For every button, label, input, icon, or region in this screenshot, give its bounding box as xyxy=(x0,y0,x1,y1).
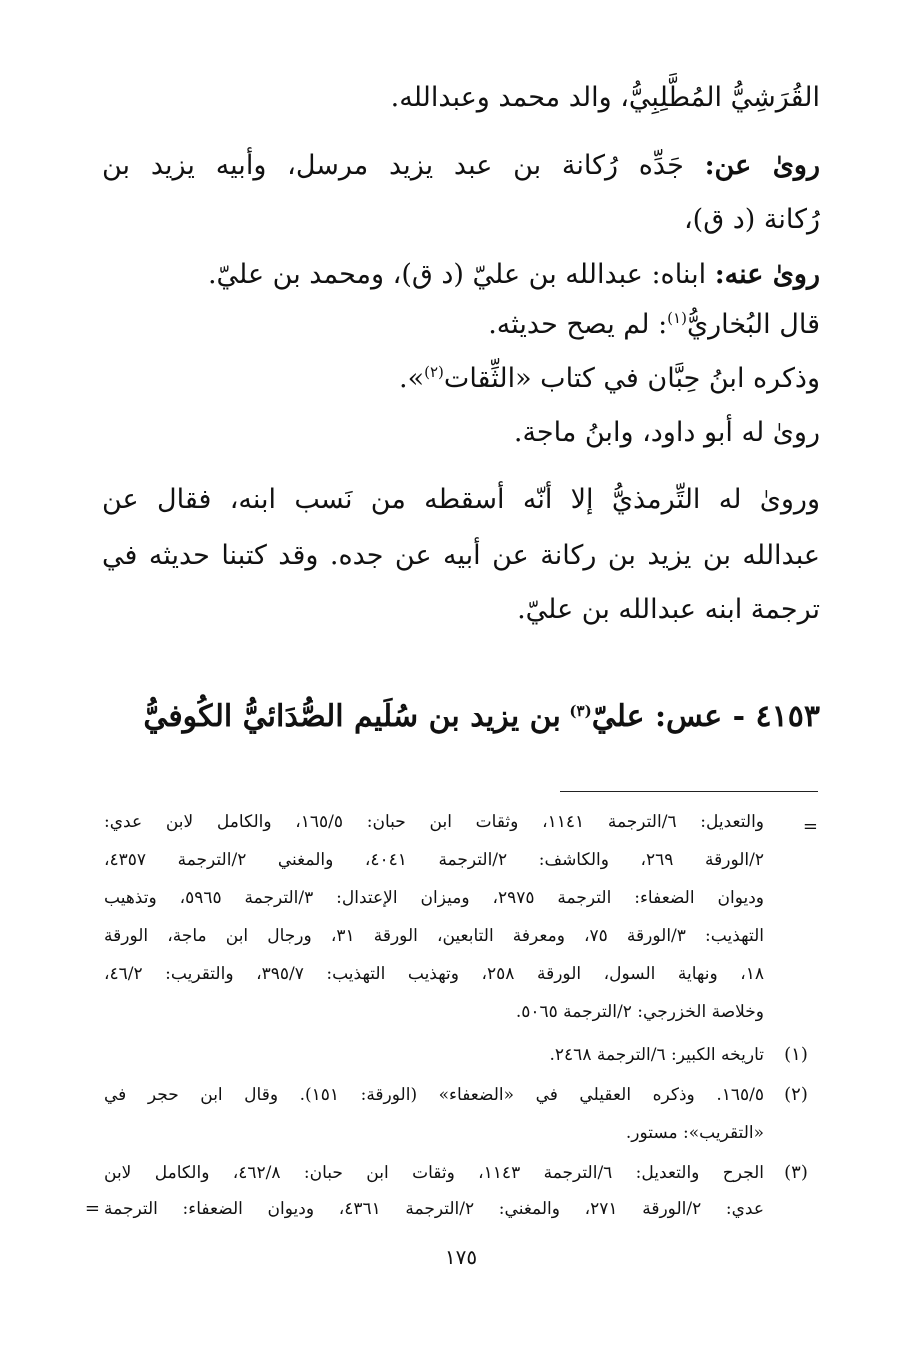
footnote-cont-line-3: وديوان الضعفاء: الترجمة ٢٩٧٥، وميزان الإعتدال: ٣/الترجمة ٥٩٦٥، وتذهيب xyxy=(104,888,764,908)
footnote-ref-3: (٣) xyxy=(569,702,592,720)
continuation-mark: = xyxy=(802,816,818,837)
bukhari-text-a: قال البُخاريُّ xyxy=(686,309,820,340)
footnote-ref-2: (٢) xyxy=(424,363,444,381)
footnote-cont-line-6: وخلاصة الخزرجي: ٢/الترجمة ٥٠٦٥. xyxy=(515,1002,764,1022)
rawa-an-text-2: رُكانة (د ق)، xyxy=(683,204,820,235)
footnote-3-line-1: الجرح والتعديل: ٦/الترجمة ١١٤٣، وثقات ابن حبان: ٤٦٢/٨، والكامل لابن xyxy=(104,1163,764,1183)
footnote-2-line-1: ١٦٥/٥. وذكره العقيلي في «الضعفاء» (الورقة: ١٥١). وقال ابن حجر في xyxy=(104,1085,764,1105)
text-line-tirmidhi-1 xyxy=(102,480,820,520)
tirmidhi-text-1: وروىٰ له التِّرمذيُّ إلا أنّه أسقطه من نَسب ابنه، فقال عن xyxy=(102,484,820,515)
entry-heading xyxy=(102,697,820,738)
end-continuation-mark: = xyxy=(84,1198,100,1219)
text-line-rawa-anhu xyxy=(102,255,820,295)
footnote-cont-line-1: والتعديل: ٦/الترجمة ١١٤١، وثقات ابن حبان: ١٦٥/٥، والكامل لابن عدي: xyxy=(104,812,764,832)
footnote-3-line-2: عدي: ٢/الورقة ٢٧١، والمغني: ٢/الترجمة ٤٣٦١، وديوان الضعفاء: الترجمة xyxy=(104,1199,764,1219)
page-number: ١٧٥ xyxy=(444,1245,478,1269)
footnote-cont-line-4: التهذيب: ٣/الورقة ٧٥، ومعرفة التابعين، الورقة ٣١، ورجال ابن ماجة، الورقة xyxy=(104,926,764,946)
text-line-bukhari xyxy=(102,305,820,345)
footnote-1-text: تاريخه الكبير: ٦/الترجمة ٢٤٦٨. xyxy=(549,1045,764,1065)
footnote-2-number: (٢) xyxy=(784,1084,808,1105)
footnote-3-number: (٣) xyxy=(784,1162,808,1183)
bukhari-text-b: : لم يصح حديثه. xyxy=(488,309,668,340)
text-line-rawa-an-2 xyxy=(102,200,820,240)
text-line-ibn-hibban xyxy=(102,359,820,399)
rawa-anhu-text: ابناه: عبدالله بن عليّ (د ق)، ومحمد بن عليّ. xyxy=(207,259,707,290)
text-line-rawa-an xyxy=(102,146,820,186)
ibn-hibban-text-b: ». xyxy=(399,363,425,394)
rawa-an-label: روىٰ عن: xyxy=(704,150,820,181)
ibn-hibban-text-a: وذكره ابنُ حِبَّان في كتاب «الثِّقات xyxy=(443,363,820,394)
footnote-1-number: (١) xyxy=(784,1044,808,1065)
footnote-separator xyxy=(560,791,818,792)
footnote-cont-line-5: ١٨، ونهاية السول، الورقة ٢٥٨، وتهذيب التهذيب: ٣٩٥/٧، والتقريب: ٤٦/٢، xyxy=(104,964,764,984)
footnote-cont-line-2: ٢/الورقة ٢٦٩، والكاشف: ٢/الترجمة ٤٠٤١، والمغني ٢/الترجمة ٤٣٥٧، xyxy=(104,850,764,870)
abu-dawud-text: روىٰ له أبو داود، وابنُ ماجة. xyxy=(513,417,820,448)
rawa-an-text: جَدِّه رُكانة بن عبد يزيد مرسل، وأبيه يزيد بن xyxy=(102,150,684,181)
entry-number-prefix: ٤١٥٣ - عس: عليّ xyxy=(591,699,820,734)
rawa-anhu-label: روىٰ عنه: xyxy=(714,259,820,290)
entry-name: بن يزيد بن سُلَيم الصُّدَائيُّ الكُوفيُّ xyxy=(143,699,561,734)
tirmidhi-text-3: ترجمة ابنه عبدالله بن عليّ. xyxy=(517,594,820,625)
text-line-abu-dawud xyxy=(102,413,820,453)
nisba-text: القُرَشِيُّ المُطَّلِبِيُّ، والد محمد وعبدالله. xyxy=(390,82,820,113)
text-line-nisba xyxy=(102,78,820,118)
tirmidhi-text-2: عبدالله بن يزيد بن ركانة عن أبيه عن جده. وقد كتبنا حديثه في xyxy=(102,540,820,571)
text-line-tirmidhi-3 xyxy=(102,590,820,630)
text-line-tirmidhi-2 xyxy=(102,536,820,576)
footnote-2-line-2: «التقريب»: مستور. xyxy=(625,1123,764,1143)
footnote-ref-1: (١) xyxy=(667,309,687,327)
